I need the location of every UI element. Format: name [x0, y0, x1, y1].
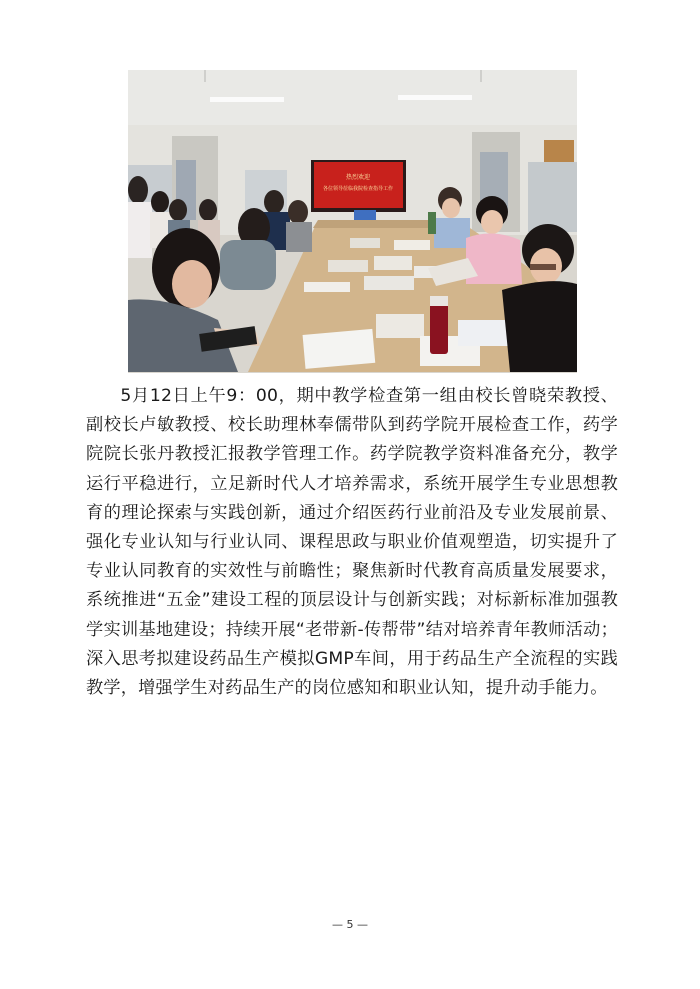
page-number: — 5 — [332, 918, 368, 931]
body-paragraph: 5月12日上午9：00，期中教学检查第一组由校长曾晓荣教授、副校长卢敏教授、校长助理林奉儒带队到药学院开展检查工作，药学院院长张丹教授汇报教学管理工作。药学院教学资料准备充分，教学运行平稳进行，立足新时代人才培养需求，系统开展学生专业思想教育的理论探索与实践创新，通过介绍医药行业前沿及专业发展前景、强化专业认知与行业认同、课程思政与职业价值观塑造，切实提升了专业认同教育的实效性与前瞻性；聚焦新时代教育高质量发展要求，系统推进“五金”建设工程的顶层设计与创新实践；对标新标准加强教学实训基地建设；持续开展“老带新-传帮带”结对培养青年教师活动；深入思考拟建设药品生产模拟GMP车间，用于药品生产全流程的实践教学，增强学生对药品生产的岗位感知和职业认知，提升动手能力。 [86, 386, 618, 699]
meeting-photo [128, 70, 577, 373]
screen-subtitle-text: 各位领导莅临我院检查指导工作 [322, 186, 394, 192]
screen-welcome-text: 热烈欢迎 [345, 174, 371, 181]
